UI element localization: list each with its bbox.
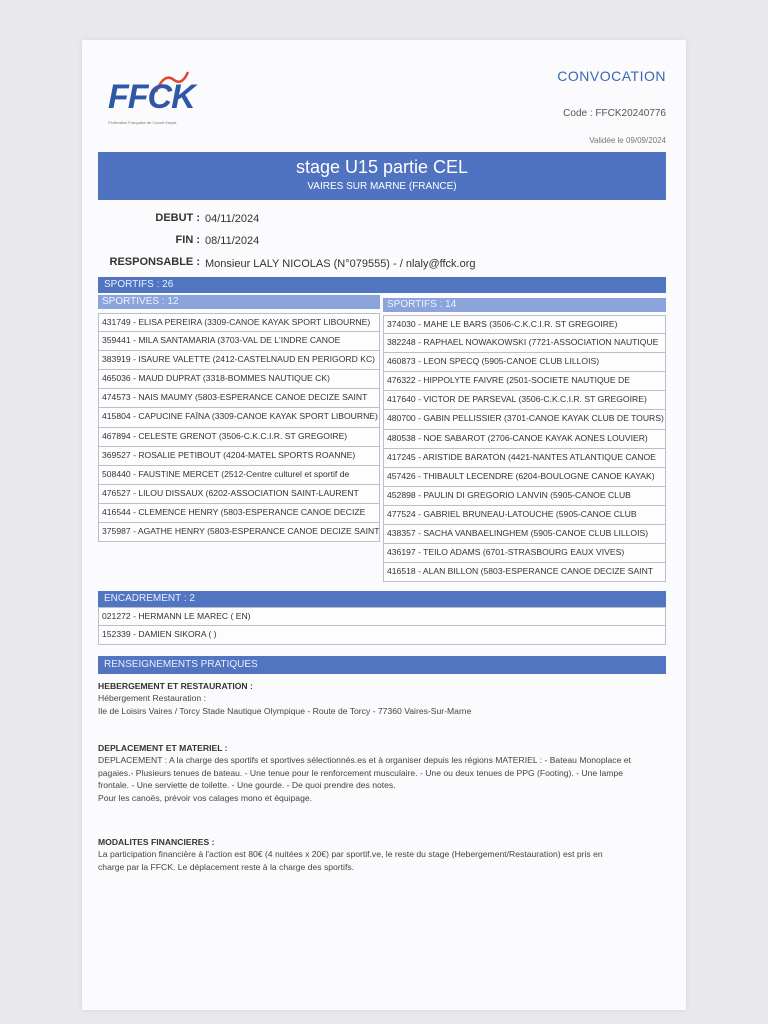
renseignements-header: RENSEIGNEMENTS PRATIQUES xyxy=(98,656,666,674)
list-row: 476527 - LILOU DISSAUX (6202-ASSOCIATION SAINT-LAURENT xyxy=(98,485,380,504)
list-row: 021272 - HERMANN LE MAREC ( EN) xyxy=(98,607,666,626)
list-row: 375987 - AGATHE HENRY (5803-ESPERANCE CANOE DECIZE SAINT xyxy=(98,523,380,542)
list-row: 374030 - MAHE LE BARS (3506-C.K.C.I.R. ST GREGOIRE) xyxy=(383,315,666,334)
ffck-logo xyxy=(108,70,198,130)
responsable-value: Monsieur LALY NICOLAS (N°079555) - / nlaly@ffck.org xyxy=(205,258,476,270)
list-row: 465036 - MAUD DUPRAT (3318-BOMMES NAUTIQUE CK) xyxy=(98,370,380,389)
hebergement-address: Ile de Loisirs Vaires / Torcy Stade Nautique Olympique - Route de Torcy - 77360 Vaires-Sur-Marne xyxy=(98,705,472,716)
deplacement-line: DEPLACEMENT : A la charge des sportifs et sportives sélectionnés.es et à organiser depuis les régions MATERIEL : - Bateau Monoplace et xyxy=(98,755,631,766)
modalites-title: MODALITES FINANCIERES : xyxy=(98,837,215,847)
encadrement-header: ENCADREMENT : 2 xyxy=(98,591,666,607)
list-row: 369527 - ROSALIE PETIBOUT (4204-MATEL SPORTS ROANNE) xyxy=(98,447,380,466)
list-row: 438357 - SACHA VANBAELINGHEM (5905-CANOE CLUB LILLOIS) xyxy=(383,525,666,544)
sportifs-header: SPORTIFS : 26 xyxy=(98,277,666,293)
logo-subtitle: Fédération Française de Canoë Kayak xyxy=(108,120,177,125)
sportives-list xyxy=(98,313,380,542)
responsable-label: RESPONSABLE : xyxy=(109,256,200,268)
deplacement-line: Pour les canoës, prévoir vos calages mono et équipage. xyxy=(98,792,313,803)
list-row: 480700 - GABIN PELLISSIER (3701-CANOE KAYAK CLUB DE TOURS) xyxy=(383,410,666,429)
deplacement-title: DEPLACEMENT ET MATERIEL : xyxy=(98,743,228,753)
sportifs-male-header: SPORTIFS : 14 xyxy=(383,298,666,312)
debut-label: DEBUT : xyxy=(155,212,200,224)
hebergement-title: HEBERGEMENT ET RESTAURATION : xyxy=(98,681,253,691)
sportifs-list xyxy=(383,315,666,582)
sportives-header: SPORTIVES : 12 xyxy=(98,295,380,309)
deplacement-line: pagaies.- Plusieurs tenues de bateau. - Une tenue pour le renforcement musculaire. - Une ou deux tenues de PPG (Footing). - Une lampe xyxy=(98,767,623,778)
debut-value: 04/11/2024 xyxy=(205,213,260,225)
list-row: 417640 - VICTOR DE PARSEVAL (3506-C.K.C.I.R. ST GREGOIRE) xyxy=(383,391,666,410)
list-row: 431749 - ELISA PEREIRA (3309-CANOE KAYAK SPORT LIBOURNE) xyxy=(98,313,380,332)
stage-title-band xyxy=(98,152,666,200)
list-row: 416518 - ALAN BILLON (5803-ESPERANCE CANOE DECIZE SAINT xyxy=(383,563,666,582)
modalites-line: charge par la FFCK. Le déplacement reste à la charge des sportifs. xyxy=(98,861,355,872)
hebergement-line: Hébergement Restauration : xyxy=(98,693,206,704)
encadrement-list xyxy=(98,607,666,645)
list-row: 416544 - CLEMENCE HENRY (5803-ESPERANCE CANOE DECIZE xyxy=(98,504,380,523)
stage-title: stage U15 partie CEL xyxy=(295,157,469,177)
document-code: Code : FFCK20240776 xyxy=(563,108,666,119)
deplacement-section xyxy=(98,742,670,804)
list-row: 452898 - PAULIN DI GREGORIO LANVIN (5905-CANOE CLUB xyxy=(383,487,666,506)
list-row: 436197 - TEILO ADAMS (6701-STRASBOURG EAUX VIVES) xyxy=(383,544,666,563)
list-row: 457426 - THIBAULT LECENDRE (6204-BOULOGNE CANOE KAYAK) xyxy=(383,468,666,487)
modalites-section xyxy=(98,836,670,873)
list-row: 383919 - ISAURE VALETTE (2412-CASTELNAUD EN PERIGORD KC) xyxy=(98,351,380,370)
stage-location: VAIRES SUR MARNE (FRANCE) xyxy=(307,181,457,192)
list-row: 415804 - CAPUCINE FAÏNA (3309-CANOE KAYAK SPORT LIBOURNE) xyxy=(98,408,380,427)
list-row: 152339 - DAMIEN SIKORA ( ) xyxy=(98,626,666,645)
list-row: 467894 - CELESTE GRENOT (3506-C.K.C.I.R. ST GREGOIRE) xyxy=(98,428,380,447)
list-row: 359441 - MILA SANTAMARIA (3703-VAL DE L'INDRE CANOE xyxy=(98,332,380,351)
fin-label: FIN : xyxy=(175,234,200,246)
deplacement-line: frontale. - Une serviette de toilette. - Une gourde. - De quoi prendre des notes. xyxy=(98,780,396,791)
list-row: 476322 - HIPPOLYTE FAIVRE (2501-SOCIETE NAUTIQUE DE xyxy=(383,372,666,391)
logo-text: FFCK xyxy=(108,78,195,116)
list-row: 382248 - RAPHAEL NOWAKOWSKI (7721-ASSOCIATION NAUTIQUE xyxy=(383,334,666,353)
list-row: 477524 - GABRIEL BRUNEAU-LATOUCHE (5905-CANOE CLUB xyxy=(383,506,666,525)
list-row: 480538 - NOE SABAROT (2706-CANOE KAYAK AONES LOUVIER) xyxy=(383,430,666,449)
validation-date: Validée le 09/09/2024 xyxy=(589,136,666,145)
document-title: CONVOCATION xyxy=(557,68,666,84)
list-row: 474573 - NAIS MAUMY (5803-ESPERANCE CANOE DECIZE SAINT xyxy=(98,389,380,408)
list-row: 417245 - ARISTIDE BARATON (4421-NANTES ATLANTIQUE CANOE xyxy=(383,449,666,468)
list-row: 460873 - LEON SPECQ (5905-CANOE CLUB LILLOIS) xyxy=(383,353,666,372)
hebergement-section xyxy=(98,680,670,717)
list-row: 508440 - FAUSTINE MERCET (2512-Centre culturel et sportif de xyxy=(98,466,380,485)
modalites-line: La participation financière à l'action est 80€ (4 nuitées x 20€) par sportif.ve, le reste du stage (Hebergement/Restauration) est pris en xyxy=(98,849,603,860)
fin-value: 08/11/2024 xyxy=(205,235,260,247)
